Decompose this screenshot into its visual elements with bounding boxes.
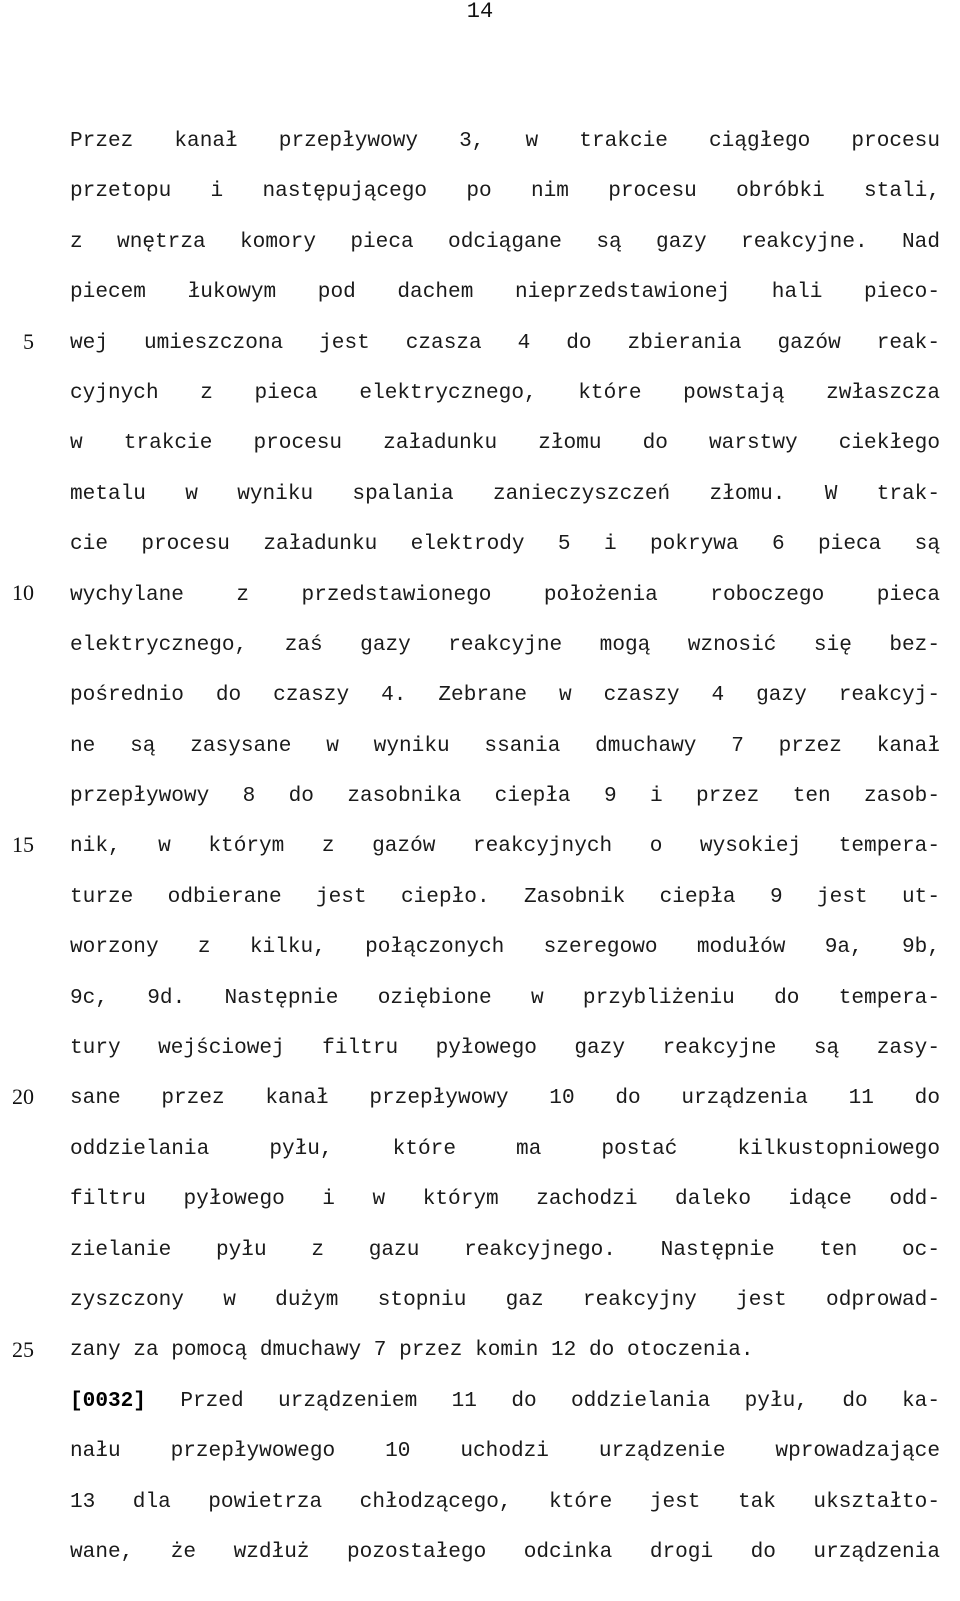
text-line: elektrycznego, zaś gazy reakcyjne mogą wznosić się bez- [70, 632, 940, 657]
text-line: oddzielania pyłu, które ma postać kilkustopniowego [70, 1136, 940, 1161]
line-number-10: 10 [12, 580, 34, 605]
text-line: turze odbierane jest ciepło. Zasobnik ciepła 9 jest ut- [70, 884, 940, 909]
text-line: w trakcie procesu załadunku złomu do warstwy ciekłego [70, 431, 940, 456]
text-line: Przez kanał przepływowy 3, w trakcie ciągłego procesu [70, 129, 940, 153]
text-line: 9c, 9d. Następnie oziębione w przybliżeniu do tempera- [70, 985, 940, 1010]
text-line: nik, w którym z gazów reakcyjnych o wysokiej tempera- [70, 834, 940, 859]
text-line: cie procesu załadunku elektrody 5 i pokrywa 6 pieca są [70, 532, 940, 557]
body-text [70, 124, 940, 1585]
text-line: filtru pyłowego i w którym zachodzi daleko idące odd- [70, 1187, 940, 1212]
line-number-5: 5 [23, 329, 34, 354]
line-number-margin [0, 0, 50, 1601]
text-line: ne są zasysane w wyniku ssania dmuchawy 7 przez kanał [70, 733, 940, 758]
text-line: z wnętrza komory pieca odciągane są gazy reakcyjne. Nad [70, 229, 940, 254]
text-line: metalu w wyniku spalania zanieczyszczeń złomu. W trak- [70, 481, 940, 506]
text-line: sane przez kanał przepływowy 10 do urządzenia 11 do [70, 1086, 940, 1111]
paragraph-number: [0032] [70, 1388, 146, 1413]
text-line: wane, że wzdłuż pozostałego odcinka drogi do urządzenia [70, 1539, 940, 1564]
line-number-25: 25 [12, 1337, 34, 1362]
line-number-15: 15 [12, 832, 34, 857]
line-number-20: 20 [12, 1084, 34, 1109]
text-line: przetopu i następującego po nim procesu obróbki stali, [70, 179, 940, 204]
text-line: nału przepływowego 10 uchodzi urządzenie wprowadzające [70, 1439, 940, 1464]
text-line: wej umieszczona jest czasza 4 do zbierania gazów reak- [70, 330, 940, 355]
text-line-paragraph-start [70, 1384, 940, 1434]
text-line-content: Przed urządzeniem 11 do oddzielania pyłu, do ka- [145, 1388, 940, 1413]
text-line: przepływowy 8 do zasobnika ciepła 9 i przez ten zasob- [70, 784, 940, 809]
text-line: tury wejściowej filtru pyłowego gazy reakcyjne są zasy- [70, 1036, 940, 1061]
text-line: zyszczony w dużym stopniu gaz reakcyjny jest odprowad- [70, 1287, 940, 1312]
text-line: zany za pomocą dmuchawy 7 przez komin 12 do otoczenia. [70, 1338, 754, 1363]
text-line: cyjnych z pieca elektrycznego, które powstają zwłaszcza [70, 380, 940, 405]
text-line: 13 dla powietrza chłodzącego, które jest tak ukształto- [70, 1489, 940, 1514]
page-number: 14 [466, 0, 494, 24]
text-line: pośrednio do czaszy 4. Zebrane w czaszy 4 gazy reakcyj- [70, 683, 940, 708]
text-line: worzony z kilku, połączonych szeregowo modułów 9a, 9b, [70, 935, 940, 960]
text-line: piecem łukowym pod dachem nieprzedstawionej hali pieco- [70, 280, 940, 305]
text-line: zielanie pyłu z gazu reakcyjnego. Następnie ten oc- [70, 1237, 940, 1262]
text-line: wychylane z przedstawionego położenia roboczego pieca [70, 582, 940, 607]
